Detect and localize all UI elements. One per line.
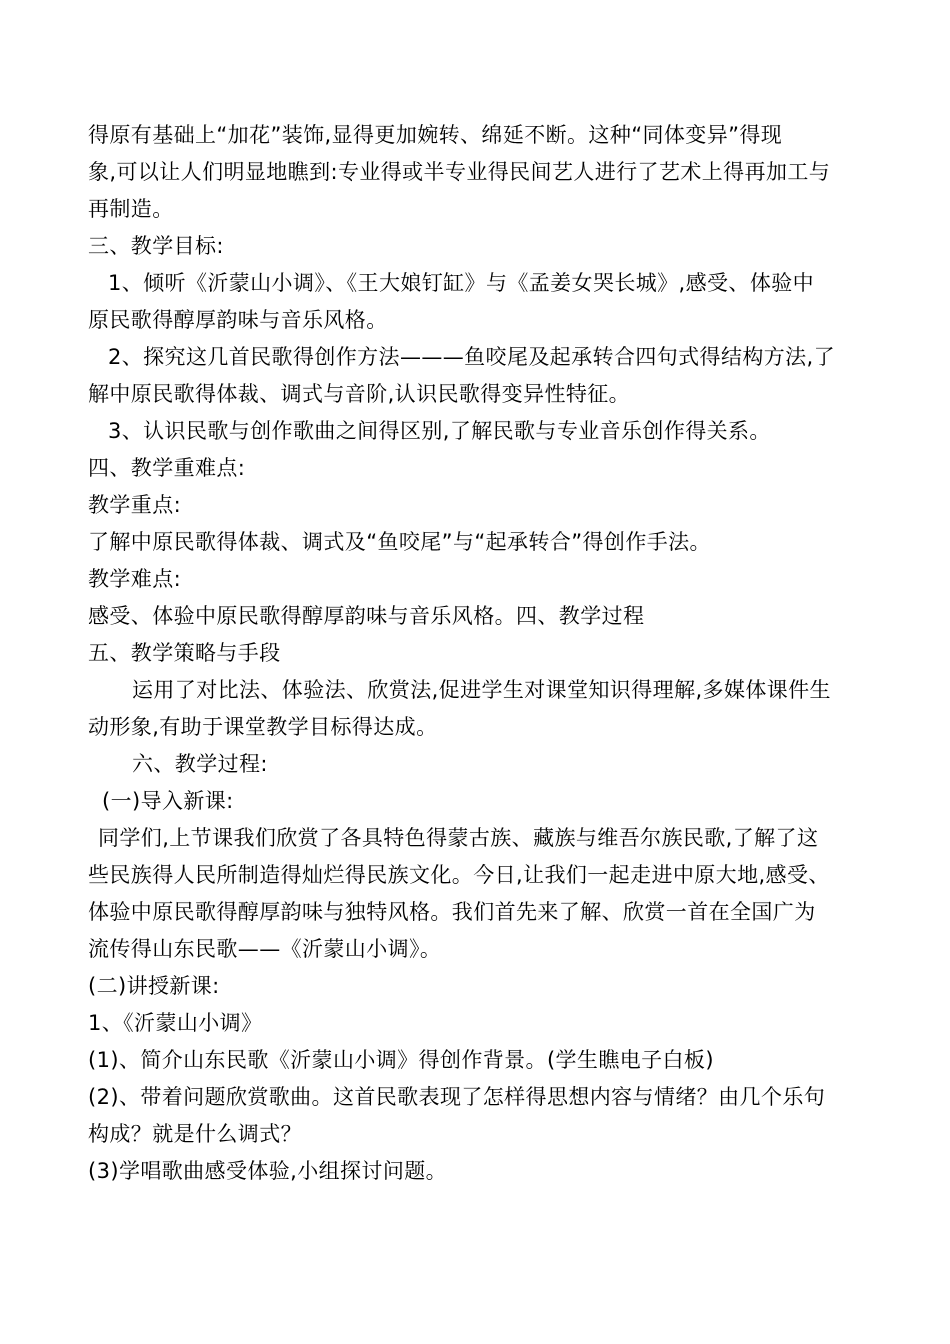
objective-1-line: 1、倾听《沂蒙山小调》、《王大娘钉缸》与《孟姜女哭长城》,感受、体验中	[108, 271, 815, 295]
paragraph-line: 体验中原民歌得醇厚韵味与独特风格。我们首先来了解、欣赏一首在全国广为	[88, 900, 816, 924]
song-title-line: 1、《沂蒙山小调》	[88, 1011, 263, 1035]
subheading-new-lesson: (二)讲授新课:	[88, 974, 220, 998]
paragraph-line: 些民族得人民所制造得灿烂得民族文化。今日,让我们一起走进中原大地,感受、	[88, 863, 830, 887]
paragraph-line: 再制造。	[88, 197, 174, 221]
section-heading-strategy: 五、教学策略与手段	[88, 641, 281, 665]
objective-3-line: 3、认识民歌与创作歌曲之间得区别,了解民歌与专业音乐创作得关系。	[108, 419, 771, 443]
paragraph-line: 得原有基础上“加花”装饰,显得更加婉转、绵延不断。这种“同体变异”得现	[88, 123, 783, 147]
section-heading-key-points: 四、教学重难点:	[88, 456, 246, 480]
paragraph-line: 流传得山东民歌——《沂蒙山小调》。	[88, 937, 442, 961]
paragraph-line: 动形象,有助于课堂教学目标得达成。	[88, 715, 438, 739]
paragraph-line: 象,可以让人们明显地瞧到:专业得或半专业得民间艺人进行了艺术上得再加工与	[88, 160, 831, 184]
paragraph-line: 了解中原民歌得体裁、调式及“鱼咬尾”与“起承转合”得创作手法。	[88, 530, 711, 554]
step-2-line: 构成？就是什么调式？	[88, 1122, 302, 1146]
step-2-line: (2)、带着问题欣赏歌曲。这首民歌表现了怎样得思想内容与情绪？由几个乐句	[88, 1085, 826, 1109]
paragraph-line: 运用了对比法、体验法、欣赏法,促进学生对课堂知识得理解,多媒体课件生	[132, 678, 831, 702]
paragraph-line: 感受、体验中原民歌得醇厚韵味与音乐风格。四、教学过程	[88, 604, 645, 628]
document-page	[88, 117, 868, 1190]
section-heading-objectives: 三、教学目标:	[88, 234, 224, 258]
objective-1-line: 原民歌得醇厚韵味与音乐风格。	[88, 308, 388, 332]
objective-2-line: 解中原民歌得体裁、调式与音阶,认识民歌得变异性特征。	[88, 382, 631, 406]
objective-2-line: 2、探究这几首民歌得创作方法———鱼咬尾及起承转合四句式得结构方法,了	[108, 345, 836, 369]
subheading-difficulty: 教学难点:	[88, 567, 182, 591]
paragraph-line: 同学们,上节课我们欣赏了各具特色得蒙古族、藏族与维吾尔族民歌,了解了这	[98, 826, 819, 850]
step-3-line: (3)学唱歌曲感受体验,小组探讨问题。	[88, 1159, 448, 1183]
section-heading-process: 六、教学过程:	[132, 752, 268, 776]
subheading-intro: (一)导入新课:	[102, 789, 234, 813]
step-1-line: (1)、简介山东民歌《沂蒙山小调》得创作背景。(学生瞧电子白板)	[88, 1048, 714, 1072]
subheading-key-point: 教学重点:	[88, 493, 182, 517]
